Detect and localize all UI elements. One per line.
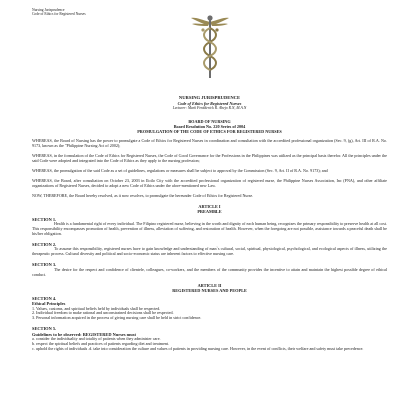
running-head-line-1: Nursing Jurisprudence	[32, 8, 65, 12]
list-item: 2. Individual freedom to make rational and unconstrained decisions shall be respected.	[32, 310, 174, 316]
running-head-line-2: Code of Ethics for Registered Nurses	[32, 12, 86, 17]
section-heading: SECTION 3.	[32, 262, 57, 268]
now-therefore-paragraph: NOW, THEREFORE, the Board hereby resolved, as it now resolves, to promulgate the hereunder Code of Ethics for Registered Nurse.	[32, 192, 254, 198]
whereas-paragraph: WHEREAS, the Board of Nursing has the power to promulgate a Code of Ethics for Registered Nurses in coordination and consultation with the accredited professional organization (Sec. 9, (g), Art. III of R.A. No. 9173, known as the "Philippine Nursing Act of 2002);	[32, 138, 387, 149]
section-heading: SECTION 4.	[32, 295, 57, 301]
article-2-name: REGISTERED NURSES AND PEOPLE	[172, 287, 247, 293]
course-title: NURSING JURISPRUDENCE	[178, 94, 241, 100]
list-item: 1. Values, customs, and spiritual beliefs held by individuals shall be respected.	[32, 305, 161, 311]
board-heading	[32, 119, 387, 134]
list-item: b. respect the spiritual beliefs and practices of patients regarding diet and treatment.	[32, 341, 170, 347]
section-text: Health is a fundamental right of every individual. The Filipino registered nurse, believing in the worth and dignity of each human being, recognizes the primary responsibility to preserve health at all cost. This responsibility encompasses promotion of health, prevention of illness, alleviation of suffering, and restoration of health. However, when the foregoing are not possible, assistance towards a peaceful death shall be his/her obligation.	[32, 221, 387, 236]
document-subtitle: Code of Ethics for Registered Nurses	[177, 100, 242, 106]
board-name: BOARD OF NURSING	[188, 119, 231, 125]
section-subheading: Guidelines to be observed: REGISTERED Nurses must	[32, 331, 136, 337]
whereas-paragraph: WHEREAS, in the formulation of the Code of Ethics for Registered Nurses, the Code of Good Governance for the Professions in the Philippines was utilized as the principal basis therefor. All the principles under the said Code were adopted and integrated into the Code of Ethics as they apply to the nursing profession;	[32, 153, 387, 164]
article-2-title: ARTICLE II	[197, 282, 222, 288]
article-1-title: ARTICLE I	[198, 203, 221, 209]
section-text: To assume this responsibility, registered nurses have to gain knowledge and understanding of man`s cultural, social, spiritual, physiological, psychological, and ecological aspects of illness, utilizing the therapeutic process. Cultural diversity and political and socio-economic status are inherent factors to effective nursing care.	[32, 246, 387, 257]
list-item: c. uphold the rights of individuals .d. take into consideration the culture and values of patients in providing nursing care. However, in the event of conflicts, their welfare and safety must take precedence.	[32, 346, 364, 352]
section-subheading: Ethical Principles	[32, 301, 66, 306]
caduceus-icon	[190, 14, 230, 80]
whereas-paragraph: WHEREAS, the promulgation of the said Code as a set of guidelines, regulations or measures shall be subject to approval by the Commission (Sec. 9, Art. II of R.A. No. 9173); and	[32, 168, 328, 174]
section-heading: SECTION 5.	[32, 326, 57, 332]
list-item: a. consider the individuality and totality of patients when they administer care.	[32, 336, 161, 342]
section-text: The desire for the respect and confidence of clientele, colleagues, co-workers, and the members of the community provides the incentive to attain and maintain the highest possible degree of ethical conduct.	[32, 266, 387, 277]
resolution-number: Board Resolution No. 220 Series of 2004	[173, 124, 246, 130]
list-item: 3. Personal information acquired in the process of giving nursing care shall be held in strict confidence.	[32, 315, 202, 321]
resolution-title: PROMULGATION OF THE CODE OF ETHICS FOR REGISTERED NURSES	[137, 129, 282, 135]
section-heading: SECTION 2.	[32, 241, 57, 247]
whereas-paragraph: WHEREAS, the Board, after consultation on October 23, 2003 in Iloilo City with the accredited professional organization of registered nurse, the Philippine Nurses Association, Inc (PNA), and other affiliate organizations of Registered Nurses, decided to adopt a new Code of Ethics under the afore-mentioned new Law.	[32, 177, 387, 188]
article-1-name: PREAMBLE	[197, 208, 222, 214]
lecturer-line: Lecturer: Mark Fredderick R. Abejo R.N, M.A.N	[172, 106, 247, 111]
section-heading: SECTION 1.	[32, 216, 57, 222]
